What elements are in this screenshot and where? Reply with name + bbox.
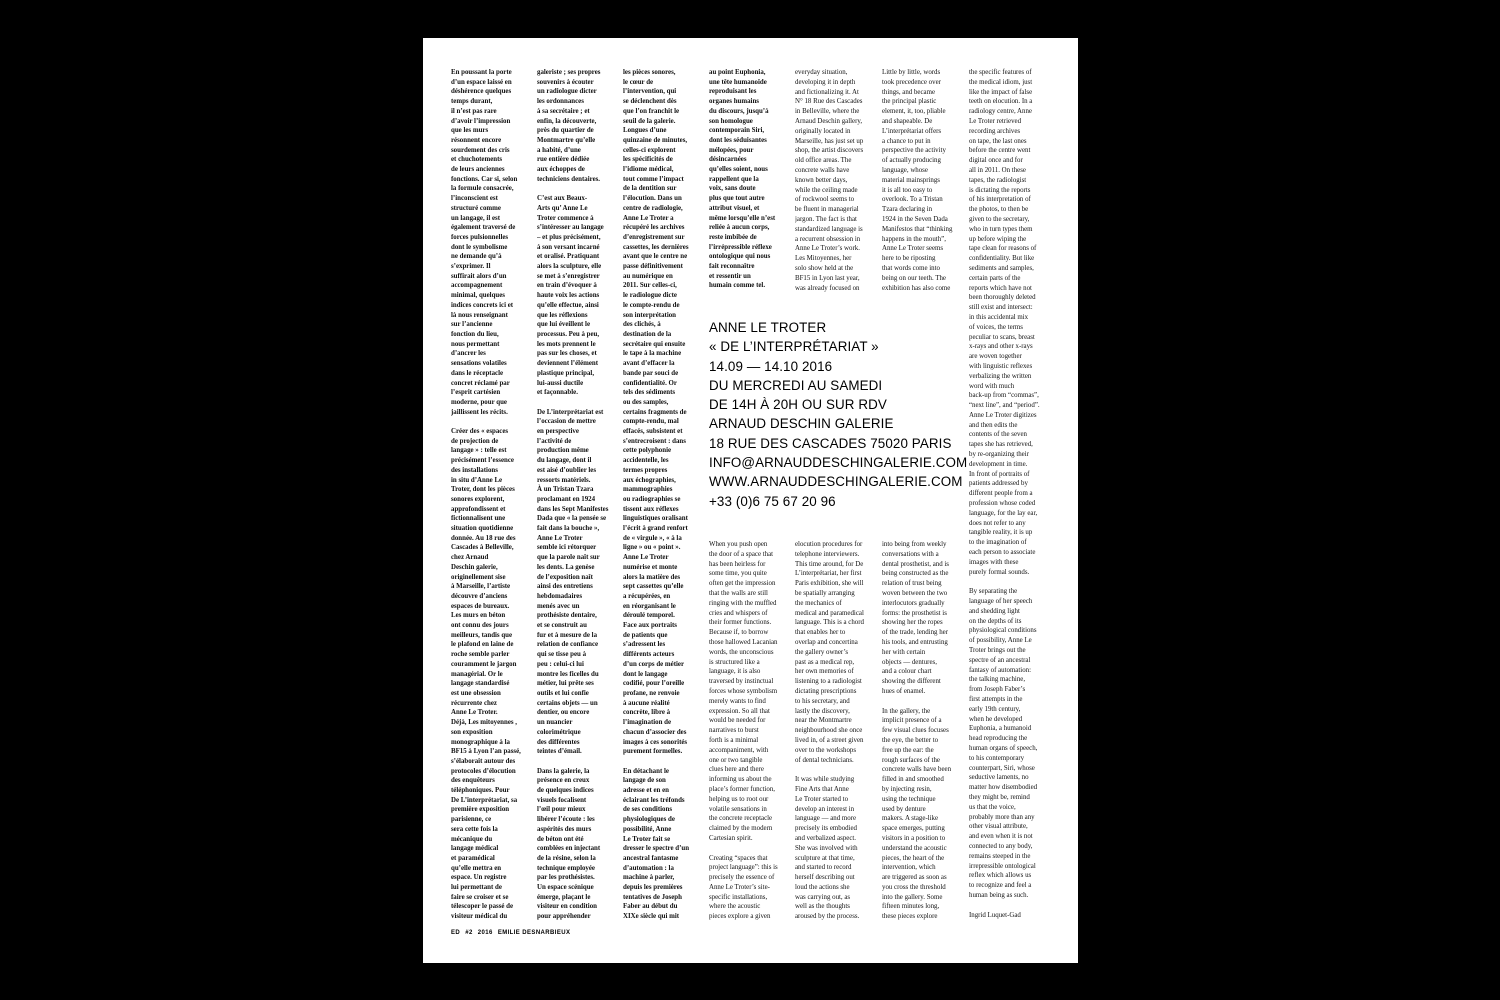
exhibition-dates: 14.09 — 14.10 2016 <box>709 358 833 374</box>
gallery-name: ARNAUD DESCHIN GALERIE <box>709 416 894 432</box>
exhibition-info <box>709 318 979 511</box>
article-column-fr-4: au point Euphonia, une tête humanoïde reproduisant les organes humains du discours, jusqu’à son homologue contemporain Siri, dont les séduisantes mélopées, pour désincarnées qu’elles soient, nous rappellent que la voix, sans doute plus que tout autre attribut visuel, et même lorsqu’elle n’est reliée à aucun corps, reste imbibée de l’irrépressible réflexe ontologique qui nous fait reconnaître et ressentir un humain comme tel. <box>709 69 776 290</box>
article-column-en-6: Little by little, words took precedence over things, and became the principal plastic element, it, too, pliable and shapeable. De L’interprétariat offers a chance to put in perspective the activity of actually producing language, whose material mainsprings it is all too easy to overlook. To a Tristan Tzara declaring in 1924 in the Seven Dada Manifestos that “thinking happens in the mouth”, Anne Le Troter seems here to be riposting that words come into being on our teeth. The exhibition has also come <box>882 69 953 292</box>
article-column-en-4b: When you push open the door of a space that has been heirless for some time, you quite often get the impression that the walls are still ringing with the muffled cries and whispers of their former functions. Because if, to borrow those hallowed Lacanian words, the unconscious is structured like a language, it is also traversed by instinctual forces whose symbolism merely wants to find expression. So all that would be needed for narratives to burst forth is a minimal accompaniment, with one or two tangible clues here and there informing us about the place’s former function, helping us to root our volatile sensations in the concrete receptacle claimed by the modern Cartesian spirit. Creating “spaces that project language”: this is precisely the essence of Anne Le Troter’s site- specific installations, where the acoustic pieces explore a given <box>709 541 778 921</box>
article-column-en-6b: into being from weekly conversations with a dental prosthetist, and is being constructed as the relation of trust being woven between the two interlocutors gradually forms: the prosthetist is showing her the ropes of the trade, lending her his tools, and entrusting her with certain objects — dentures, and a colour chart showing the different hues of enamel. In the gallery, the implicit presence of a few visual clues focuses the eye, the better to free up the ear: the rough surfaces of the concrete walls have been filled in and smoothed by injecting resin, using the technique used by denture makers. A stage-like space emerges, putting visitors in a position to understand the acoustic pieces, the heart of the intervention, which are triggered as soon as you cross the threshold into the gallery. Some fifteen minutes long, these pieces explore <box>882 541 952 921</box>
artist-name: ANNE LE TROTER <box>709 320 827 335</box>
footer-year: 2016 <box>477 930 493 936</box>
article-column-fr-2: galeriste ; ses propres souvenirs à écouter un radiologue dicter les ordonnances à sa secrétaire ; et enfin, la découverte, près du quartier de Montmartre qu’elle a habité, d’une rue entière dédiée aux échoppes de techniciens dentaires. C’est aux Beaux- Arts qu’ Anne Le Troter commence à s’intéresser au langage – et plus précisément, à son versant incarné et oralisé. Pratiquant alors la sculpture, elle se met à s’enregistrer en train d’évoquer à haute voix les actions qu’elle effectue, ainsi que les réflexions que lui éveillent le processus. Peu à peu, les mots prennent le pas sur les choses, et deviennent l’élément plastique principal, lui-aussi ductile et façonnable. De L’interprétariat est l’occasion de mettre en perspective l’activité de production même du langage, dont il est aisé d’oublier les ressorts matériels. À un Tristan Tzara proclamant en 1924 dans les Sept Manifestes Dada que « la pensée se fait dans la bouche », Anne Le Troter semble ici rétorquer que la parole naît sur les dents. La genèse de l’exposition naît ainsi des entretiens hebdomadaires menés avec un prothésiste dentaire, et se construit au fur et à mesure de la relation de confiance qui se tisse peu à peu : celui-ci lui montre les ficelles du métier, lui prête ses outils et lui confie certains objets — un dentier, ou encore un nuancier colorimétrique des différentes teintes d’émail. Dans la galerie, la présence en creux de quelques indices visuels focalisent l’œil pour mieux libérer l’écoute : les aspérités des murs de béton ont été comblées en injectant de la résine, selon la technique employée par les prothésistes. Un espace scénique émerge, plaçant le visiteur en condition pour appréhender <box>537 69 609 921</box>
magazine-page <box>423 38 1078 963</box>
opening-days: DU MERCREDI AU SAMEDI <box>709 377 883 393</box>
page-footer <box>451 930 573 936</box>
gallery-website: WWW.ARNAUDDESCHINGALERIE.COM <box>709 474 963 490</box>
opening-hours: DE 14H À 20H OU SUR RDV <box>709 397 887 413</box>
article-column-en-7: the specific features of the medical idiom, just like the impact of false teeth on elocution. In a radiology centre, Anne Le Troter retrieved recording archives on tape, the last ones before the centre went digital once and for all in 2011. On these tapes, the radiologist is dictating the reports of his interpretation of the photos, to then be given to the secretary, who in turn types them up before wiping the tape clean for reasons of confidentiality. But like sediments and samples, certain parts of the reports which have not been thoroughly deleted still exist and intersect: in this accidental mix of voices, the terms peculiar to scans, breast x-rays and other x-rays are woven together with linguistic reflexes verbalizing the written word with much back-up from “commas”, “next line”, and “period”. Anne Le Troter digitizes and then edits the contents of the seven tapes she has retrieved, by re-organizing their development in time. In front of portraits of patients addressed by different people from a profession whose coded language, for the lay ear, does not refer to any tangible reality, it is up to the imagination of each person to associate images with these purely formal sounds. By separating the language of her speech and shedding light on the depths of its physiological conditions of possibility, Anne Le Troter brings out the spectre of an ancestral fantasy of automation: the talking machine, from Joseph Faber’s first attempts in the early 19th century, when he developed Euphonia, a humanoid head reproducing the human organs of speech, to his contemporary counterpart, Siri, whose seductive laments, no matter how disembodied they might be, remind us that the voice, probably more than any other visual attribute, and even when it is not connected to any body, remains steeped in the irrepressible ontological reflex which allows us to recognize and feel a human being as such. Ingrid Luquet-Gad <box>969 69 1040 919</box>
article-column-en-5b: elocution procedures for telephone interviewers. This time around, for De L’interprétariat, her first Paris exhibition, she will be spatially arranging the mechanics of medical and paramedical language. This is a chord that enables her to overlap and concertina the gallery owner’s past as a medical rep, her own memories of listening to a radiologist dictating prescriptions to his secretary, and lastly the discovery, near the Montmartre neighbourhood she once lived in, of a street given over to the workshops of dental technicians. It was while studying Fine Arts that Anne Le Troter started to develop an interest in language — and more precisely its embodied and verbalized aspect. She was involved with sculpture at that time, and started to record herself describing out loud the actions she was carrying out, as well as the thoughts aroused by the process. <box>795 541 864 921</box>
footer-author: EMILIE DESNARBIEUX <box>497 930 571 936</box>
article-column-fr-1: En poussant la porte d’un espace laissé en déshérence quelques temps durant, il n’est pas rare d’avoir l’impression que les murs résonnent encore sourdement des cris et chuchotements de leurs anciennes fonctions. Car si, selon la formule consacrée, l’inconscient est structuré comme un langage, il est également traversé de forces pulsionnelles dont le symbolisme ne demande qu’à s’exprimer. Il suffirait alors d’un accompagnement minimal, quelques indices concrets ici et là nous renseignant sur l’ancienne fonction du lieu, nous permettant d’ancrer les sensations volatiles dans le réceptacle concret réclamé par l’esprit cartésien moderne, pour que jaillissent les récits. Créer des « espaces de projection de langage » : telle est précisément l’essence des installations in situ d’Anne Le Troter, dont les pièces sonores explorent, approfondissent et fictionnalisent une situation quotidienne donnée. Au 18 rue des Cascades à Belleville, chez Arnaud Deschin galerie, originellement sise à Marseille, l’artiste découvre d’anciens espaces de bureaux. Les murs en béton ont connu des jours meilleurs, tandis que le plafond en laine de roche semble parler couramment le jargon managérial. Or le langage standardisé est une obsession récurrente chez Anne Le Troter. Déjà, Les mitoyennes , son exposition monographique à la BF15 à Lyon l’an passé, s’élaborait autour des protocoles d’élocution des enquêteurs téléphoniques. Pour De L’interprétariat, sa première exposition parisienne, ce sera cette fois la mécanique du langage médical et paramédical qu’elle mettra en espace. Un registre lui permettant de faire se croiser et se télescoper le passé de visiteur médical du <box>451 69 521 921</box>
article-column-fr-3: les pièces sonores, le cœur de l’intervention, qui se déclenchent dès que l’on franchit le seuil de la galerie. Longues d’une quinzaine de minutes, celles-ci explorent les spécificités de l’idiome médical, tout comme l’impact de la dentition sur l’élocution. Dans un centre de radiologie, Anne Le Troter a récupéré les archives d’enregistrement sur cassettes, les dernières avant que le centre ne passe définitivement au numérique en 2011. Sur celles-ci, le radiologue dicte le compte-rendu de son interprétation des clichés, à destination de la secrétaire qui ensuite le tape à la machine avant d’effacer la bande par souci de confidentialité. Or tels des sédiments ou des samples, certains fragments de compte-rendu, mal effacés, subsistent et s’entrecroisent : dans cette polyphonie accidentelle, les termes propres aux échographies, mammographies ou radiographies se tissent aux réflexes linguistiques oralisant l’écrit à grand renfort de « virgule », « à la ligne » ou « point ». Anne Le Troter numérise et monte alors la matière des sept cassettes qu’elle a récupérées, en en réorganisant le déroulé temporel. Face aux portraits de patients que s’adressent les différents acteurs d’un corps de métier dont le langage codifié, pour l’oreille profane, ne renvoie à aucune réalité concrète, libre à l’imagination de chacun d’associer des images à ces sonorités purement formelles. En détachant le langage de son adresse et en en éclairant les tréfonds de ses conditions physiologiques de possibilité, Anne Le Troter fait se dresser le spectre d’un ancestral fantasme d’automation : la machine à parler, depuis les premières tentatives de Joseph Faber au début du XIXe siècle qui mit <box>623 69 690 921</box>
article-column-en-5: everyday situation, developing it in depth and fictionalizing it. At N° 18 Rue des Cascades in Belleville, where the Arnaud Deschin gallery, originally located in Marseille, has just set up shop, the artist discovers old office areas. The concrete walls have known better days, while the ceiling made of rockwool seems to be fluent in managerial jargon. The fact is that standardized language is a recurrent obsession in Anne Le Troter’s work. Les Mitoyennes, her solo show held at the BF15 in Lyon last year, was already focused on <box>795 69 864 292</box>
footer-magazine: ED <box>451 930 461 936</box>
exhibition-title: « DE L’INTERPRÉTARIAT » <box>709 339 879 355</box>
footer-issue: #2 <box>465 930 473 936</box>
gallery-address: 18 RUE DES CASCADES 75020 PARIS <box>709 435 952 451</box>
gallery-email: INFO@ARNAUDDESCHINGALERIE.COM <box>709 455 968 471</box>
gallery-phone: +33 (0)6 75 67 20 96 <box>709 493 836 509</box>
